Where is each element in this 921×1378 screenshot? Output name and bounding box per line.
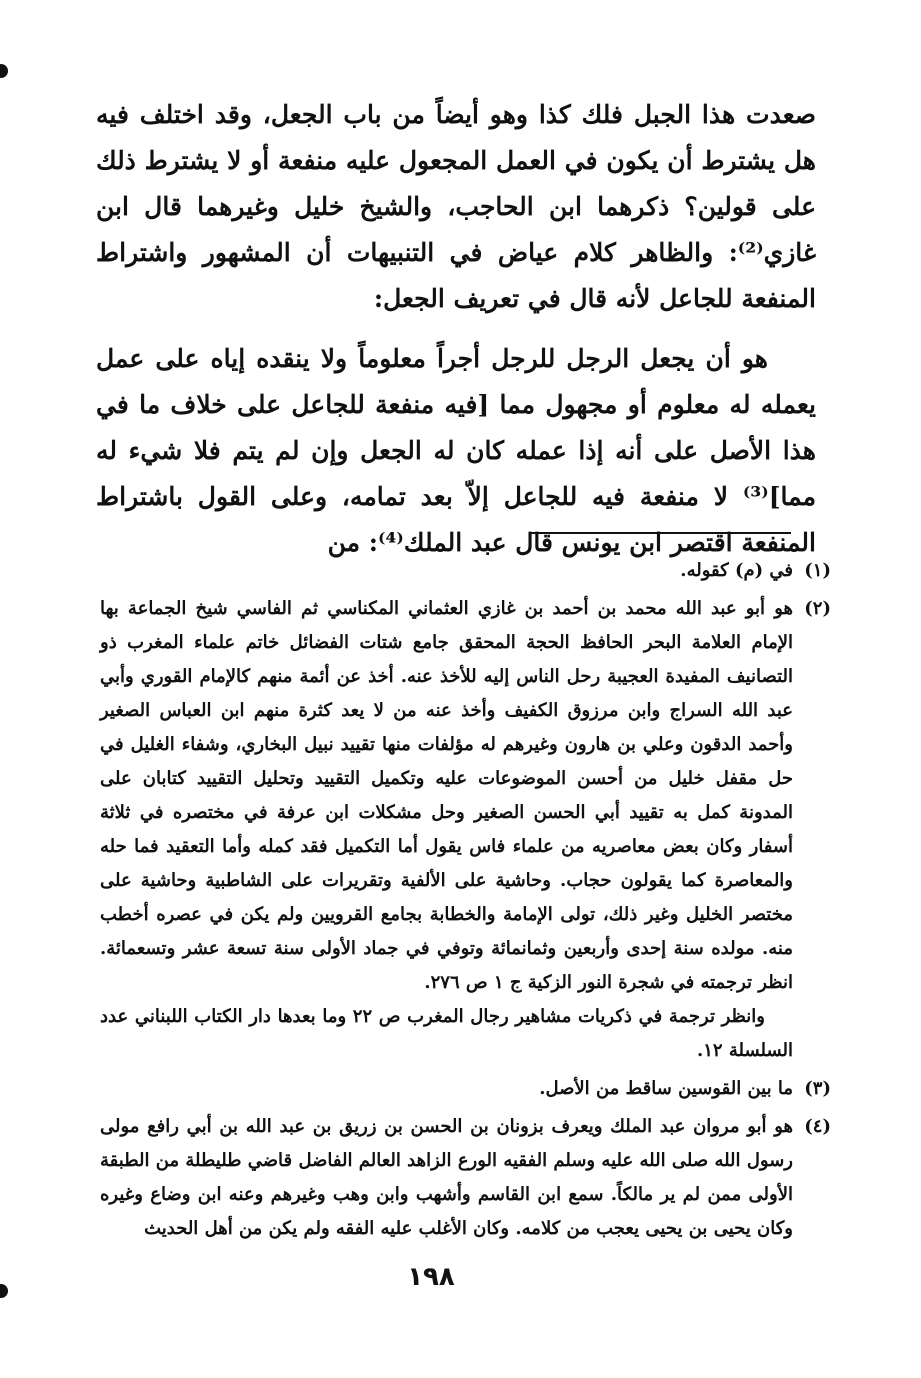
footnote-text: في (م) كقوله.: [680, 560, 793, 581]
footnote: [100, 554, 831, 588]
footnote-separator: [529, 532, 791, 534]
footnote-text: ما بين القوسين ساقط من الأصل.: [539, 1078, 793, 1099]
footnote-number: (٣): [804, 1078, 831, 1099]
main-text: [96, 92, 816, 566]
footnote: [100, 592, 831, 1068]
footnote-text: هو أبو عبد الله محمد بن أحمد بن غازي العثماني المكناسي ثم الفاسي شيخ الجماعة بها الإمام العلامة البحر الحافظ الحجة المحقق جامع شتات الفضائل خاتم علماء المغرب ذو التصانيف المفيدة العجيبة رحل الناس إليه للأخذ عنه. أخذ عن أئمة منهم كالإمام القوري وأبي عبد الله السراج وابن مرزوق الكفيف وأخذ عنه من لا يعد كثرة منهم ابن العباس الصغير وأحمد الدقون وعلي بن هارون وغيرهم له مؤلفات منها تقييد نبيل البخاري، وشفاء الغليل في حل مقفل خليل من أحسن الموضوعات عليه وتكميل التقييد وتحليل التقييد كتابان على المدونة كمل به تقييد أبي الحسن الصغير وحل مشكلات ابن عرفة في مختصره في ثلاثة أسفار وكان بعض معاصريه من علماء فاس يقول أما التكميل فقد كمله وأما التعقيد فما حله والمعاصرة كما يقولون حجاب. وحاشية على الألفية وتقريرات على الشاطبية وحاشية على مختصر الخليل وغير ذلك، تولى الإمامة والخطابة بجامع القرويين ولم يكن في عصره أخطب منه. مولده سنة إحدى وأربعين وثمانمائة وتوفي في جماد الأولى سنة تسعة عشر وتسعمائة. انظر ترجمته في شجرة النور الزكية ج ١ ص ٢٧٦.: [100, 598, 793, 993]
footnote: [100, 1110, 831, 1246]
footnote-text: هو أبو مروان عبد الملك ويعرف بزونان بن الحسن بن زريق بن عبد الله بن أبي رافع مولى رسول الله صلى الله عليه وسلم الفقيه الورع الزاهد العالم الفاضل قاضي طليطلة من الطبقة الأولى ممن لم ير مالكاً. سمع ابن القاسم وأشهب وابن وهب وغيرهم وعنه ابن وضاع وغيره وكان يحيى بن يحيى يعجب من كلامه. وكان الأغلب عليه الفقه ولم يكن من أهل الحديث: [100, 1116, 793, 1239]
footnote-number: (٢): [804, 598, 831, 619]
footnote: [100, 1072, 831, 1106]
footnote-number: (٤): [804, 1116, 831, 1137]
footnote-number: (١): [804, 560, 831, 581]
footnotes: [100, 554, 831, 1246]
main-paragraph: هو أن يجعل الرجل للرجل أجراً معلوماً ولا ينقده إياه على عمل يعمله له معلوم أو مجهول مما [فيه منفعة للجاعل على خلاف ما في هذا الأصل على أنه إذا عمله كان له الجعل وإن لم يتم فلا شيء له مما]⁽³⁾ لا منفعة فيه للجاعل إلاّ بعد تمامه، وعلى القول باشتراط المنفعة اقتصر ابن يونس قال عبد الملك⁽⁴⁾: من: [96, 344, 816, 557]
main-paragraph: صعدت هذا الجبل فلك كذا وهو أيضاً من باب الجعل، وقد اختلف فيه هل يشترط أن يكون في العمل المجعول عليه منفعة أو لا يشترط ذلك على قولين؟ ذكرهما ابن الحاجب، والشيخ خليل وغيرهما قال ابن غازي⁽²⁾: والظاهر كلام عياض في التنبيهات أن المشهور واشتراط المنفعة للجاعل لأنه قال في تعريف الجعل:: [96, 100, 817, 313]
footnote-text: وانظر ترجمة في ذكريات مشاهير رجال المغرب ص ٢٢ وما بعدها دار الكتاب اللبناني عدد السلسلة ١٢.: [100, 1006, 793, 1061]
scan-hole-mark: [0, 64, 8, 78]
page-number: ١٩٨: [407, 1262, 455, 1292]
